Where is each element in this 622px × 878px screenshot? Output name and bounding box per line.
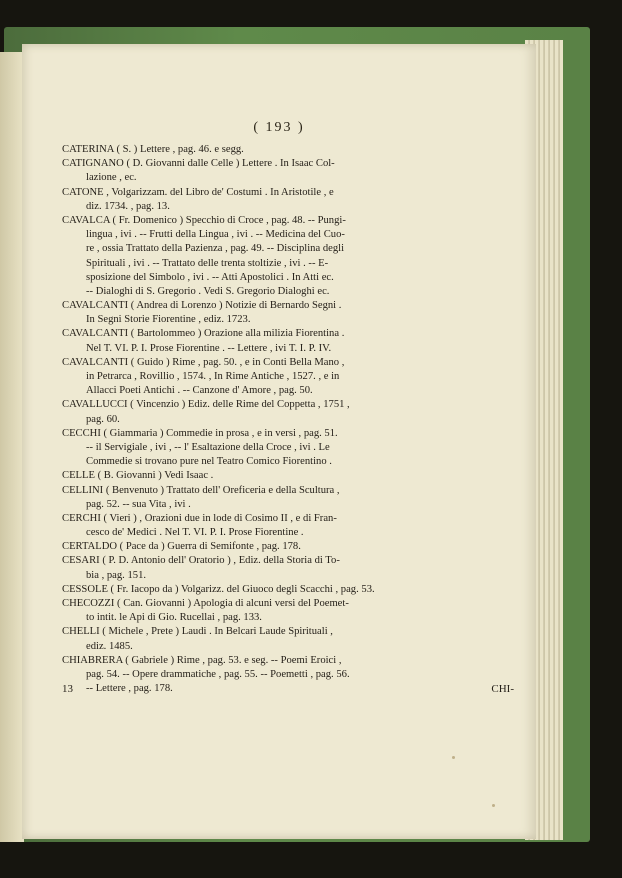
index-line: CAVALCANTI ( Guido ) Rime , pag. 50. , e in Conti Bella Mano , xyxy=(62,356,345,368)
index-line: CECCHI ( Giammaria ) Commedie in prosa , e in versi , pag. 51. xyxy=(62,427,338,439)
index-line: CERCHI ( Vieri ) , Orazioni due in lode di Cosimo II , e di Fran- xyxy=(62,512,337,524)
index-line: re , ossia Trattato della Pazienza , pag. 49. -- Disciplina degli xyxy=(86,243,345,255)
index-line: bia , pag. 151. xyxy=(86,569,147,581)
index-line: in Petrarca , Rovillio , 1574. , In Rime Antiche , 1527. , e in xyxy=(86,371,340,382)
index-line: CERTALDO ( Pace da ) Guerra di Semifonte , pag. 178. xyxy=(62,541,301,553)
index-line: CAVALCANTI ( Andrea di Lorenzo ) Notizie di Bernardo Segni . xyxy=(62,300,342,312)
page-footer xyxy=(62,683,514,695)
index-line: lingua , ivi . -- Frutti della Lingua , ivi . -- Medicina del Cuo- xyxy=(86,229,345,241)
left-page-edge xyxy=(0,52,24,842)
index-line: CAVALLUCCI ( Vincenzio ) Ediz. delle Rime del Coppetta , 1751 , xyxy=(62,399,350,411)
index-line: CATIGNANO ( D. Giovanni dalle Celle ) Lettere . In Isaac Col- xyxy=(62,158,335,170)
index-line: pag. 54. -- Opere drammatiche , pag. 55. -- Poemetti , pag. 56. xyxy=(86,668,350,680)
index-line: CATONE , Volgarizzam. del Libro de' Costumi . In Aristotile , e xyxy=(62,186,334,198)
paper-spot xyxy=(492,804,495,807)
index-line: pag. 60. xyxy=(86,413,120,425)
index-line: Allacci Poeti Antichi . -- Canzone d' Amore , pag. 50. xyxy=(86,385,313,397)
index-line: cesco de' Medici . Nel T. VI. P. I. Prose Fiorentine . xyxy=(86,527,304,539)
index-line: lazione , ec. xyxy=(86,172,137,184)
catchword: CHI- xyxy=(491,683,514,695)
page-number: ( 193 ) xyxy=(253,120,305,135)
index-line: In Segni Storie Fiorentine , ediz. 1723. xyxy=(86,314,251,326)
index-line: CELLE ( B. Giovanni ) Vedi Isaac . xyxy=(62,470,214,482)
index-line: CAVALCA ( Fr. Domenico ) Specchio di Croce , pag. 48. -- Pungi- xyxy=(62,214,346,226)
index-line: CAVALCANTI ( Bartolommeo ) Orazione alla milizia Fiorentina . xyxy=(62,328,345,340)
paper-spot xyxy=(452,756,455,759)
index-line: CHIABRERA ( Gabriele ) Rime , pag. 53. e seg. -- Poemi Eroici , xyxy=(62,654,342,666)
index-line: CHELLI ( Michele , Prete ) Laudi . In Belcari Laude Spirituali , xyxy=(62,626,333,638)
index-line: CELLINI ( Benvenuto ) Trattato dell' Oreficeria e della Scultura , xyxy=(62,484,340,496)
index-line: Spirituali , ivi . -- Trattato delle trenta stoltizie , ivi . -- E- xyxy=(86,257,329,269)
index-line: CHECOZZI ( Can. Giovanni ) Apologia di alcuni versi del Poemet- xyxy=(62,598,349,609)
index-line: -- il Servigiale , ivi , -- l' Esaltazione della Croce , ivi . Le xyxy=(86,441,330,453)
index-line: ediz. 1485. xyxy=(86,640,133,652)
index-line: Commedie si trovano pure nel Teatro Comico Fiorentino . xyxy=(86,456,332,468)
index-line: pag. 52. -- sua Vita , ivi . xyxy=(86,498,191,510)
index-line: -- Lettere , pag. 178. xyxy=(86,683,173,695)
index-line: sposizione del Simbolo , ivi . -- Atti Apostolici . In Atti ec. xyxy=(86,271,334,283)
index-line: CESSOLE ( Fr. Iacopo da ) Volgarizz. del Giuoco degli Scacchi , pag. 53. xyxy=(62,583,375,595)
index-line: diz. 1734. , pag. 13. xyxy=(86,200,170,212)
index-line: to intit. le Api di Gio. Rucellai , pag. 133. xyxy=(86,612,262,624)
index-entries xyxy=(62,143,514,696)
index-line: -- Dialoghi di S. Gregorio . Vedi S. Gregorio Dialoghi ec. xyxy=(86,285,330,297)
index-line: Nel T. VI. P. I. Prose Fiorentine . -- Lettere , ivi T. I. P. IV. xyxy=(86,342,332,354)
signature-mark: 13 xyxy=(62,683,73,695)
book-page xyxy=(22,44,536,839)
index-line: CATERINA ( S. ) Lettere , pag. 46. e segg. xyxy=(62,144,244,155)
index-line: CESARI ( P. D. Antonio dell' Oratorio ) , Ediz. della Storia di To- xyxy=(62,555,340,567)
